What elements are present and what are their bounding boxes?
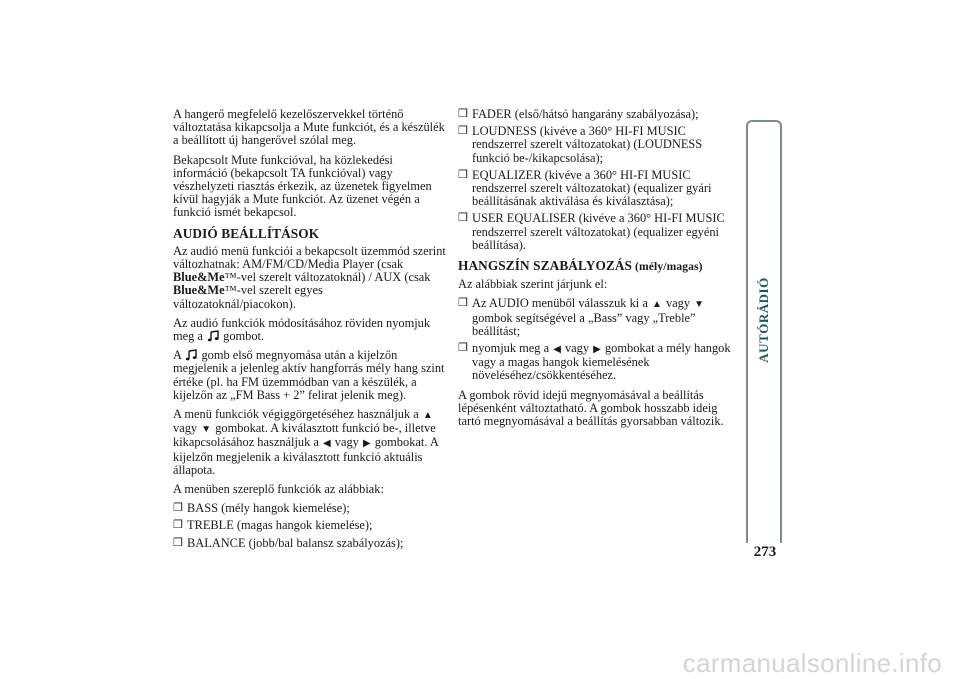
bullet-box-icon: ❒ [458,125,468,138]
up-arrow-icon: ▲ [422,410,433,422]
paragraph: A gomb első megnyomása után a kijelzőn megjelenik a jelenleg aktív hangforrás mély hang szint értéke (pl. ha FM üzemmódban van a készülék, a kijelzőn az „FM Bass + 2” felirat jelenik meg). [173,348,445,402]
right-arrow-icon: ▶ [593,344,601,356]
bullet-box-icon: ❒ [173,502,183,515]
bullet-box-icon: ❒ [173,519,183,532]
list-item: ❒ Az AUDIO menüből válasszuk ki a ▲ vagy ▼ gombok segítségével a „Bass” vagy „Treble” beállítást; [458,296,705,338]
paragraph: A gombok rövid idejű megnyomásával a beállítás lépésenként változtatható. A gombok hosszabb ideig tartó megnyomásával a beállítás gyorsabban változik. [458,387,724,429]
right-column [458,108,733,434]
section-heading: HANGSZÍN SZABÁLYOZÁS (mély/magas) [458,258,703,274]
paragraph: A menüben szereplő funkciók az alábbiak: [173,482,384,497]
left-arrow-icon: ◀ [322,438,331,450]
brand-name: Blue&Me [173,283,225,298]
list-item: ❒ FADER (első/hátsó hangarány szabályozása); [458,107,699,121]
list-item: ❒ LOUDNESS (kivéve a 360° HI-FI MUSIC rendszerrel szerelt változatokat) (LOUDNESS funkció be-/kikapcsolása); [458,124,703,165]
bullet-box-icon: ❒ [458,108,468,120]
bullet-box-icon: ❒ [458,168,468,181]
list-item: ❒ USER EQUALISER (kivéve a 360° HI-FI MUSIC rendszerrel szerelt változatokat) (equalizer egyéni beállítása). [458,211,725,252]
list-item: ❒ TREBLE (magas hangok kiemelése); [173,518,373,533]
paragraph: A menü funkciók végiggörgetéséhez használjuk a ▲ vagy ▼ gombokat. A kiválasztott funkció be-, illetve kikapcsolásához használjuk a ◀ vagy ▶ gombokat. A kijelzőn megjelenik a kiválasztott funkció aktuális állapota. [173,407,439,477]
bullet-box-icon: ❒ [458,342,468,355]
watermark: carmanualsonline.info [682,648,942,678]
list-item: ❒ BASS (mély hangok kiemelése); [173,501,350,516]
list-item: ❒ nyomjuk meg a ◀ vagy ▶ gombokat a mély hangok vagy a magas hangok kiemelésének növeléséhez/csökkentéséhez. [458,341,731,383]
list-item: ❒ BALANCE (jobb/bal balansz szabályozás); [173,535,404,550]
down-arrow-icon: ▼ [201,424,212,436]
paragraph: Az audió menü funkciói a bekapcsolt üzemmód szerint változhatnak: AM/FM/CD/Media Player (csak Blue&Me™-vel szerelt változatoknál) / AUX (csak Blue&Me™-vel szerelt egyes változatoknál/piacokon). [173,243,446,311]
page-number: 273 [753,544,777,560]
paragraph: Az alábbiak szerint járjunk el: [458,277,608,292]
chapter-title: AUTÓRÁDIÓ [756,277,771,363]
paragraph: Bekapcsolt Mute funkcióval, ha közlekedési információ (bekapcsolt TA funkcióval) vagy vészhelyzeti riasztás érkezik, az üzenetek figyelmen kívül hagyják a Mute funkciót. Az üzenet végén a funkció ismét bekapcsol. [173,152,432,220]
paragraph: A hangerő megfelelő kezelőszervekkel történő változtatása kikapcsolja a Mute funkciót, és a készülék a beállított új hangerővel szólal meg. [173,107,445,148]
paragraph: Az audió funkciók módosításához röviden nyomjuk meg a gombot. [173,315,431,344]
right-arrow-icon: ▶ [362,438,371,450]
brand-name: Blue&Me [173,270,225,285]
bullet-box-icon: ❒ [458,297,468,310]
bullet-box-icon: ❒ [173,536,183,549]
music-note-icon [207,330,219,342]
up-arrow-icon: ▲ [651,299,662,311]
left-column [173,108,448,554]
section-heading: AUDIÓ BEÁLLÍTÁSOK [173,225,320,241]
music-note-icon [185,349,197,361]
left-arrow-icon: ◀ [553,344,561,356]
down-arrow-icon: ▼ [694,299,705,311]
bullet-box-icon: ❒ [458,212,468,225]
list-item: ❒ EQUALIZER (kivéve a 360° HI-FI MUSIC rendszerrel szerelt változatokat) (equalizer gyári beállításának aktiválása és kiválasztása); [458,167,712,209]
